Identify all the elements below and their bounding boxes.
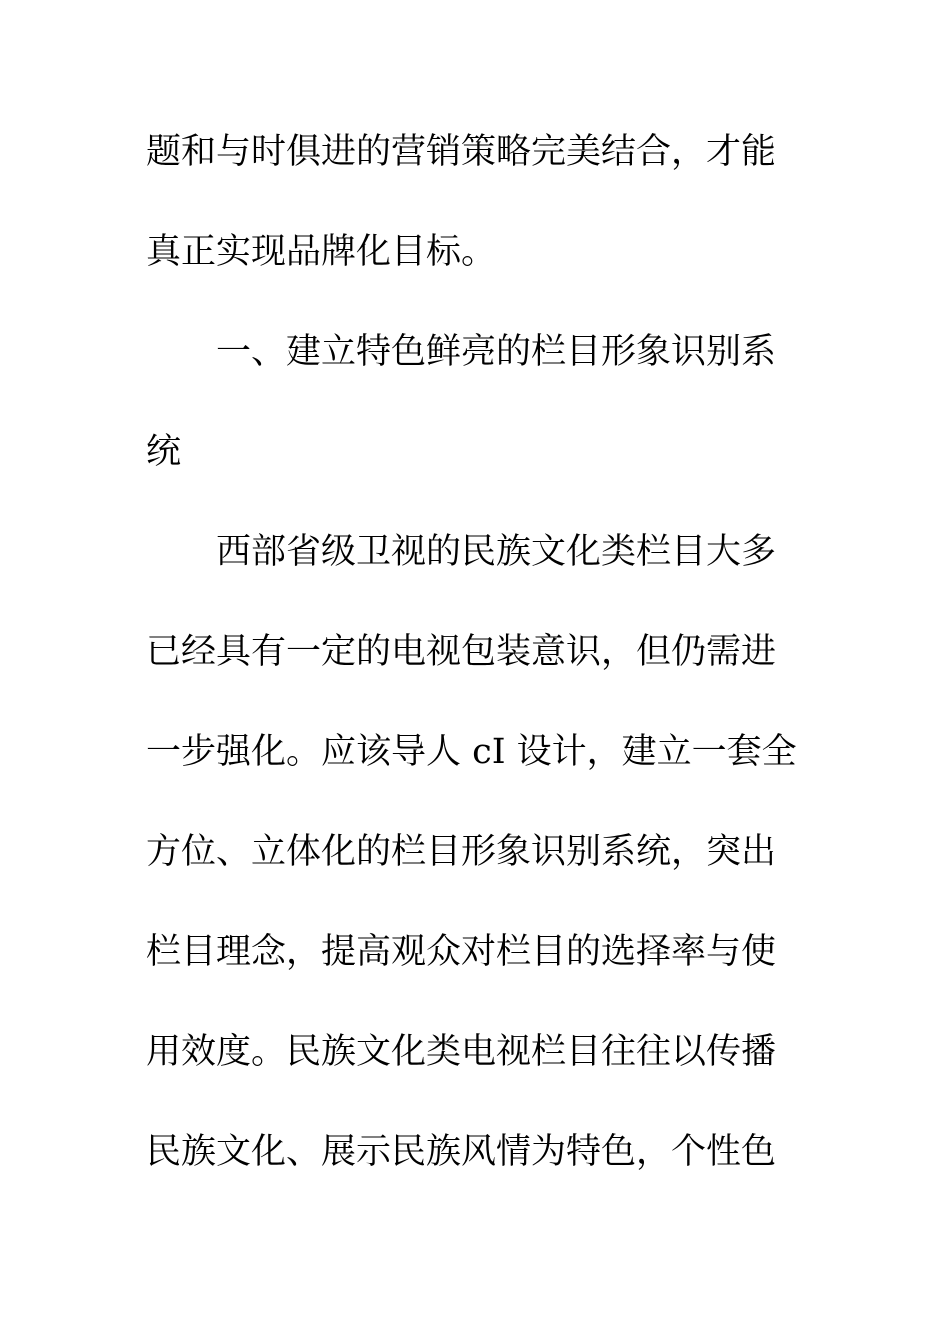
text-line-1: 题和与时俱进的营销策略完美结合，才能	[146, 132, 777, 172]
text-line-8: 方位、立体化的栏目形象识别系统，突出	[146, 832, 777, 872]
text-line-2: 真正实现品牌化目标。	[146, 232, 497, 272]
text-line-10: 用效度。民族文化类电视栏目往往以传播	[146, 1032, 777, 1072]
section-heading-line-1: 一、建立特色鲜亮的栏目形象识别系	[216, 332, 777, 372]
text-line-5: 西部省级卫视的民族文化类栏目大多	[216, 532, 777, 572]
text-line-7: 一步强化。应该导人 cI 设计，建立一套全	[146, 732, 797, 772]
section-heading-line-2: 统	[146, 432, 182, 472]
text-line-11: 民族文化、展示民族风情为特色，个性色	[146, 1132, 777, 1172]
text-line-9: 栏目理念，提高观众对栏目的选择率与使	[146, 932, 777, 972]
text-line-6: 已经具有一定的电视包装意识，但仍需进	[146, 632, 777, 672]
